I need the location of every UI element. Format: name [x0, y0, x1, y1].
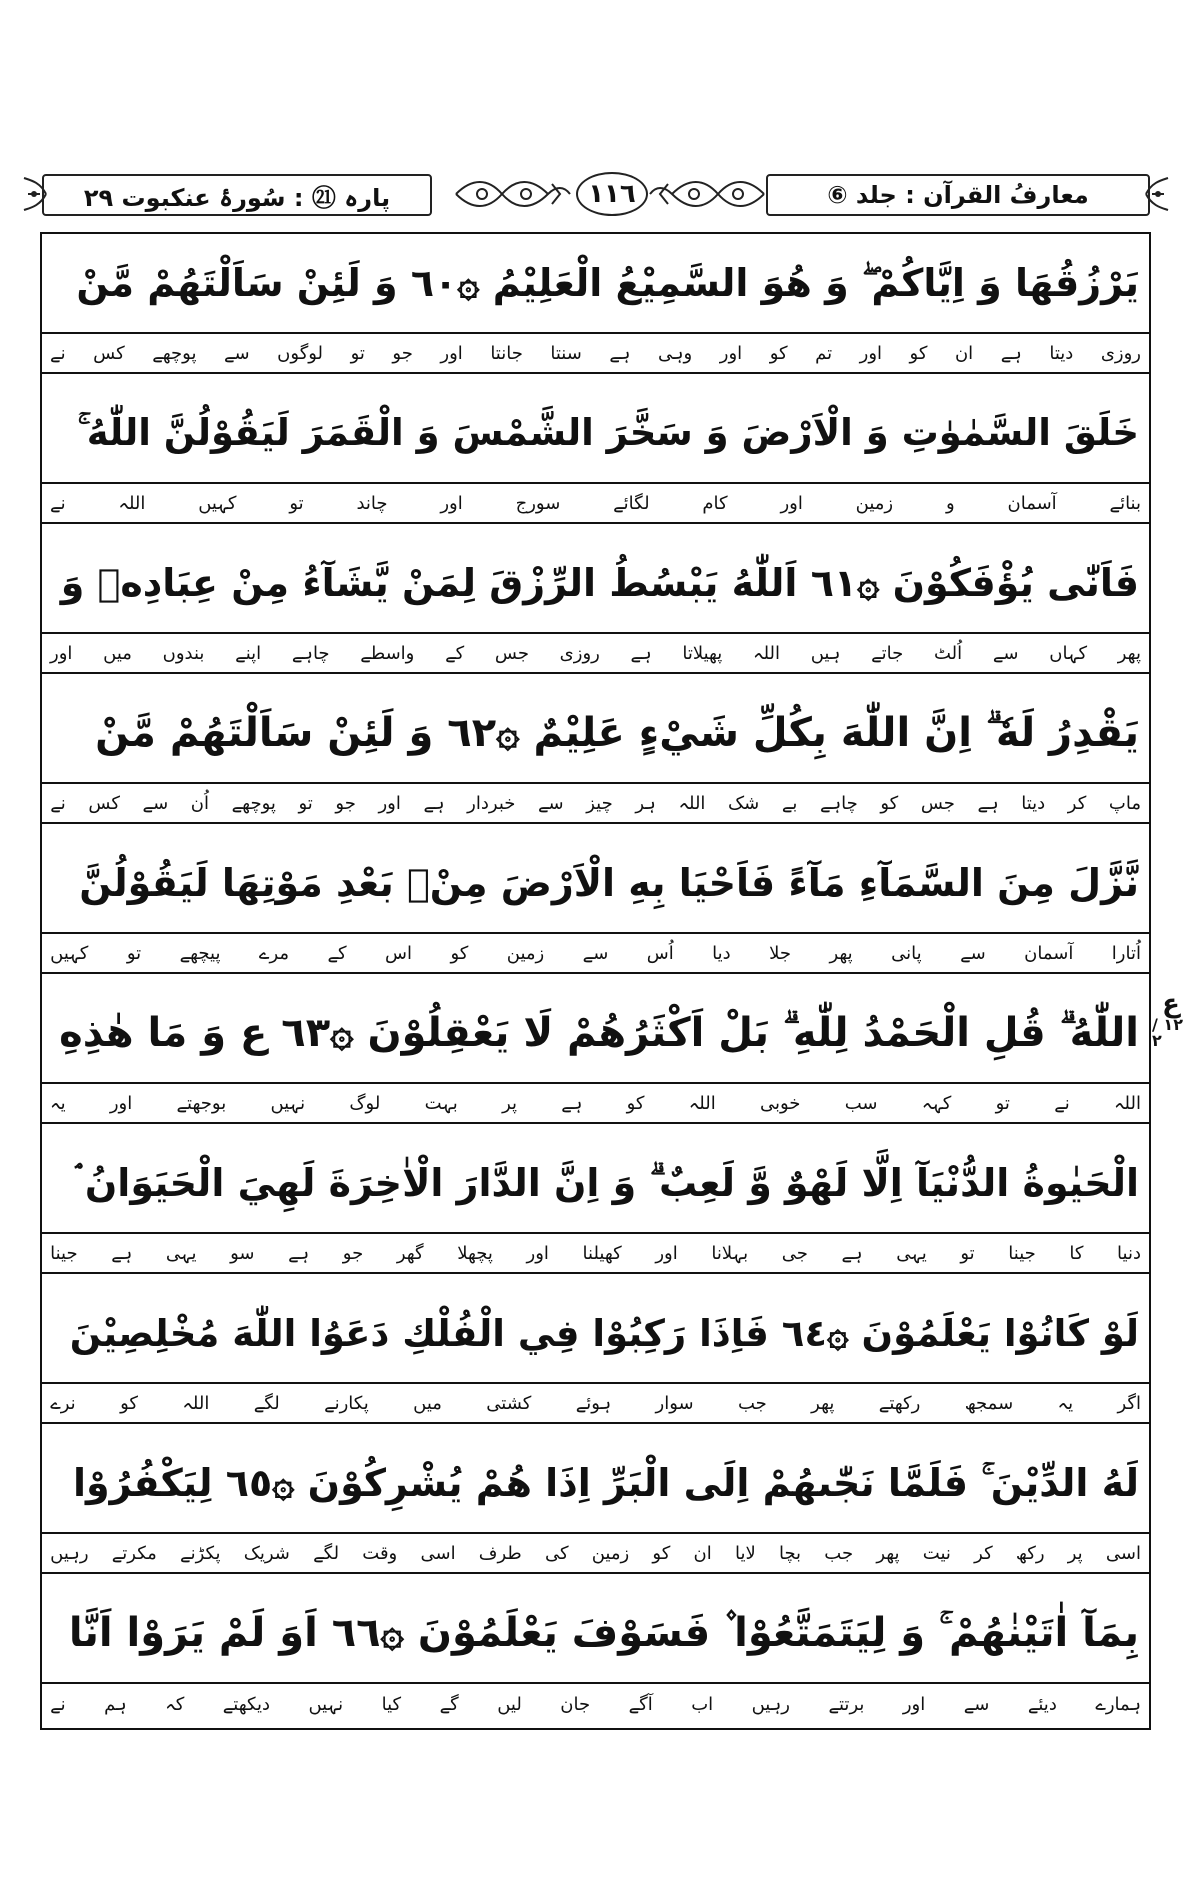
urdu-word: سورج: [515, 492, 561, 514]
urdu-word: خوبی: [759, 1092, 801, 1114]
urdu-word: آگے: [628, 1693, 653, 1715]
urdu-word: آسمان: [1007, 492, 1057, 514]
urdu-word: بے: [781, 792, 798, 814]
urdu-word: پیچھے: [179, 942, 221, 964]
urdu-word: زمین: [855, 492, 894, 514]
urdu-word: اللہ: [182, 1392, 210, 1414]
urdu-word: اور: [655, 1242, 678, 1264]
urdu-word: سے: [142, 792, 169, 814]
urdu-word: ہے: [561, 1092, 583, 1114]
urdu-word: جس: [494, 642, 529, 664]
text-frame: [40, 232, 1151, 1730]
urdu-word: پکارنے: [324, 1392, 369, 1414]
urdu-word: اور: [780, 492, 803, 514]
urdu-word: اللہ: [1114, 1092, 1141, 1114]
floral-ornament-icon: [452, 174, 572, 214]
urdu-word: نہیں: [270, 1092, 306, 1114]
urdu-word: پچھلا: [457, 1242, 493, 1264]
urdu-word: جو: [342, 1242, 364, 1264]
urdu-word: کر: [1067, 792, 1087, 814]
urdu-word: جو: [392, 342, 413, 364]
urdu-word: یہی: [896, 1242, 927, 1264]
urdu-word: جب: [737, 1392, 767, 1414]
urdu-word: زمین: [506, 942, 545, 964]
urdu-word: پانی: [891, 942, 922, 964]
urdu-word: مکرتے: [111, 1542, 157, 1564]
urdu-translation-line: [42, 934, 1149, 974]
urdu-word: نرے: [50, 1392, 76, 1414]
urdu-word: کشتی: [486, 1392, 532, 1414]
urdu-word: دیکھتے: [222, 1693, 270, 1715]
ruku-marker: [1152, 980, 1190, 1060]
urdu-word: اور: [440, 342, 463, 364]
urdu-word: کھیلنا: [582, 1242, 622, 1264]
urdu-word: بچا: [778, 1542, 802, 1564]
urdu-word: وقت: [362, 1542, 398, 1564]
urdu-word: تو: [995, 1092, 1010, 1114]
urdu-word: تو: [289, 492, 304, 514]
urdu-word: سب: [844, 1092, 878, 1114]
para-surah-label: پارہ ㉑ : سُورۂ عنکبوت ۲۹: [42, 174, 432, 216]
urdu-word: تم: [815, 342, 833, 364]
urdu-word: لوگ: [349, 1092, 381, 1114]
urdu-word: جینا: [1008, 1242, 1036, 1264]
urdu-word: لگے: [313, 1542, 340, 1564]
urdu-word: ان: [954, 342, 974, 364]
arabic-verse-line: اللّٰهُ ۗ قُلِ الْحَمْدُ لِلّٰهِ ۗ بَلْ اَكْثَرُهُمْ لَا يَعْقِلُوْنَ ۞٦٣ ع وَ مَا هٰذِهِ: [42, 984, 1149, 1084]
urdu-word: نے: [50, 792, 66, 814]
urdu-word: اپنے: [235, 642, 262, 664]
urdu-translation-line: [42, 1234, 1149, 1274]
arabic-verse-line: لَهُ الدِّيْنَ ۚ فَلَمَّا نَجّٰىهُمْ اِلَى الْبَرِّ اِذَا هُمْ يُشْرِكُوْنَ ۞٦٥ لِيَكْفُرُوْا: [42, 1434, 1149, 1534]
urdu-word: پر: [1067, 1542, 1083, 1564]
urdu-word: چیز: [586, 792, 613, 814]
urdu-word: نے: [50, 492, 66, 514]
urdu-word: ہے: [630, 642, 652, 664]
urdu-word: تو: [298, 792, 313, 814]
arabic-verse-line: يَرْزُقُهَا وَ اِيَّاكُمْ ۖ وَ هُوَ السَّمِيْعُ الْعَلِيْمُ ۞٦٠ وَ لَئِنْ سَاَلْتَهُمْ مَّنْ: [42, 234, 1149, 334]
urdu-word: جانتا: [490, 342, 523, 364]
urdu-word: خبردار: [467, 792, 516, 814]
urdu-word: واسطے: [360, 642, 415, 664]
urdu-word: جلا: [769, 942, 791, 964]
urdu-word: کہیں: [198, 492, 237, 514]
urdu-word: اور: [50, 642, 73, 664]
urdu-word: اللہ: [118, 492, 146, 514]
urdu-word: کس: [88, 792, 120, 814]
page-number-ornament: [452, 170, 768, 218]
urdu-word: روزی: [1100, 342, 1141, 364]
page-header: [28, 170, 1164, 220]
arabic-verse-line: لَوْ كَانُوْا يَعْلَمُوْنَ ۞٦٤ فَاِذَا رَكِبُوْا فِي الْفُلْكِ دَعَوُا اللّٰهَ مُخْلِصِيْنَ: [42, 1284, 1149, 1384]
arabic-verse-line: يَقْدِرُ لَهٗ ۗ اِنَّ اللّٰهَ بِكُلِّ شَيْءٍ عَلِيْمٌ ۞٦٢ وَ لَئِنْ سَاَلْتَهُمْ مَّنْ: [42, 684, 1149, 784]
corner-ornament-icon: [22, 176, 48, 212]
urdu-word: سے: [537, 792, 564, 814]
ruku-number: ١٢ / ٢: [1152, 1015, 1183, 1050]
urdu-word: تو: [350, 342, 365, 364]
urdu-word: ہر: [635, 792, 656, 814]
page-number: ١١٦: [576, 172, 648, 216]
urdu-word: پھر: [1117, 642, 1141, 664]
urdu-word: اور: [378, 792, 401, 814]
urdu-word: نے: [1054, 1092, 1070, 1114]
urdu-word: کر: [974, 1542, 993, 1564]
urdu-word: کو: [769, 342, 788, 364]
urdu-word: رہیں: [50, 1542, 89, 1564]
urdu-word: میں: [413, 1392, 442, 1414]
urdu-word: ہیں: [810, 642, 841, 664]
urdu-word: ان: [693, 1542, 712, 1564]
urdu-word: اسی: [420, 1542, 456, 1564]
urdu-word: چاہے: [291, 642, 330, 664]
urdu-word: سے: [960, 942, 986, 964]
urdu-word: رکھتے: [878, 1392, 921, 1414]
urdu-word: پر: [502, 1092, 518, 1114]
urdu-word: بنائے: [1109, 492, 1141, 514]
urdu-word: سے: [224, 342, 250, 364]
urdu-word: رکھ: [1015, 1542, 1045, 1564]
urdu-word: ہے: [841, 1242, 863, 1264]
urdu-word: کو: [450, 942, 469, 964]
urdu-word: پھر: [876, 1542, 900, 1564]
urdu-translation-line: [42, 634, 1149, 674]
urdu-word: دیتا: [1021, 792, 1046, 814]
arabic-verse-line: نَّزَّلَ مِنَ السَّمَآءِ مَآءً فَاَحْيَا بِهِ الْاَرْضَ مِنْۢ بَعْدِ مَوْتِهَا لَيَقُوْلُنَّ: [42, 834, 1149, 934]
urdu-word: اور: [859, 342, 883, 364]
urdu-word: آسمان: [1024, 942, 1074, 964]
urdu-word: اُلٹ: [934, 642, 963, 664]
urdu-word: چاند: [356, 492, 388, 514]
urdu-word: سنتا: [550, 342, 582, 364]
urdu-word: کو: [626, 1092, 645, 1114]
urdu-word: مرے: [258, 942, 290, 964]
urdu-word: ہے: [423, 792, 445, 814]
urdu-word: جینا: [50, 1242, 78, 1264]
urdu-word: اُن: [190, 792, 209, 814]
urdu-word: روزی: [559, 642, 600, 664]
urdu-word: ہم: [104, 1693, 127, 1715]
urdu-word: دیا: [712, 942, 731, 964]
urdu-word: جاتے: [871, 642, 904, 664]
urdu-word: جس: [920, 792, 955, 814]
urdu-word: تو: [960, 1242, 975, 1264]
urdu-word: جان: [560, 1693, 591, 1715]
urdu-word: کو: [880, 792, 899, 814]
urdu-word: چاہے: [820, 792, 858, 814]
urdu-word: کے: [445, 642, 465, 664]
arabic-verse-line: خَلَقَ السَّمٰوٰتِ وَ الْاَرْضَ وَ سَخَّرَ الشَّمْسَ وَ الْقَمَرَ لَيَقُوْلُنَّ اللّٰهُ ۚ: [42, 384, 1149, 484]
urdu-word: کی: [544, 1542, 569, 1564]
urdu-translation-line: [42, 1684, 1149, 1724]
urdu-word: بندوں: [162, 642, 205, 664]
urdu-word: گھر: [396, 1242, 424, 1264]
book-title: معارفُ القرآن : جلد ⑥: [766, 174, 1150, 216]
urdu-word: اسی: [1105, 1542, 1141, 1564]
urdu-word: نے: [50, 342, 66, 364]
ruku-symbol: ع: [1162, 989, 1180, 1019]
urdu-word: شریک: [243, 1542, 290, 1564]
urdu-word: دنیا: [1117, 1242, 1141, 1264]
urdu-word: ہے: [977, 792, 999, 814]
urdu-word: سے: [963, 1693, 990, 1715]
urdu-translation-line: [42, 484, 1149, 524]
urdu-word: ماپ: [1108, 792, 1141, 814]
urdu-word: سے: [582, 942, 609, 964]
urdu-word: کو: [652, 1542, 671, 1564]
urdu-word: زمین: [591, 1542, 630, 1564]
urdu-word: اور: [109, 1092, 133, 1114]
urdu-word: لگائے: [613, 492, 650, 514]
urdu-word: نیت: [922, 1542, 951, 1564]
urdu-word: اور: [902, 1693, 926, 1715]
urdu-word: اور: [440, 492, 463, 514]
urdu-word: پکڑنے: [180, 1542, 221, 1564]
urdu-word: اللہ: [688, 1092, 716, 1114]
urdu-word: جب: [824, 1542, 854, 1564]
urdu-word: برتتے: [828, 1693, 865, 1715]
urdu-word: دیتا: [1049, 342, 1074, 364]
urdu-translation-line: [42, 1534, 1149, 1574]
urdu-word: بوجھتے: [176, 1092, 227, 1114]
urdu-word: کو: [120, 1392, 138, 1414]
urdu-word: لیں: [497, 1693, 522, 1715]
urdu-word: اور: [526, 1242, 549, 1264]
urdu-word: سے: [992, 642, 1019, 664]
arabic-verse-line: الْحَيٰوةُ الدُّنْيَآ اِلَّا لَهْوٌ وَّ لَعِبٌ ۗ وَ اِنَّ الدَّارَ الْاٰخِرَةَ لَهِيَ الْحَيَوَانُ ۘ: [42, 1134, 1149, 1234]
corner-ornament-icon: [1144, 176, 1170, 212]
urdu-word: کیا: [381, 1693, 402, 1715]
urdu-word: ہمارے: [1095, 1693, 1141, 1715]
urdu-word: پوچھے: [231, 792, 276, 814]
urdu-word: بہت: [424, 1092, 458, 1114]
urdu-word: سوار: [655, 1392, 694, 1414]
urdu-word: ہوئے: [575, 1392, 612, 1414]
urdu-word: دیئے: [1027, 1693, 1057, 1715]
urdu-word: تو: [126, 942, 142, 964]
urdu-word: میں: [103, 642, 132, 664]
urdu-word: پھیلاتا: [682, 642, 723, 664]
arabic-verse-line: بِمَآ اٰتَيْنٰهُمْ ۚ وَ لِيَتَمَتَّعُوْا ۫ فَسَوْفَ يَعْلَمُوْنَ ۞٦٦ اَوَ لَمْ يَرَوْا اَنَّا: [42, 1584, 1149, 1684]
urdu-word: گے: [439, 1693, 459, 1715]
urdu-word: پھر: [811, 1392, 835, 1414]
urdu-word: کو: [909, 342, 928, 364]
urdu-word: ہے: [288, 1242, 310, 1264]
urdu-translation-line: [42, 784, 1149, 824]
urdu-word: اللہ: [753, 642, 781, 664]
urdu-word: لوگوں: [277, 342, 324, 364]
urdu-word: شک: [728, 792, 760, 814]
urdu-word: رہیں: [751, 1693, 790, 1715]
urdu-word: اُس: [646, 942, 674, 964]
urdu-translation-line: [42, 334, 1149, 374]
urdu-word: نہیں: [308, 1693, 344, 1715]
urdu-word: اگر: [1117, 1392, 1141, 1414]
urdu-word: سو: [230, 1242, 255, 1264]
urdu-word: اللہ: [678, 792, 706, 814]
urdu-word: نے: [50, 1693, 66, 1715]
urdu-word: وہی: [657, 342, 693, 364]
urdu-word: سمجھ: [964, 1392, 1014, 1414]
urdu-word: کس: [93, 342, 125, 364]
urdu-word: ہے: [609, 342, 631, 364]
urdu-word: کے: [327, 942, 347, 964]
urdu-word: ہے: [1000, 342, 1022, 364]
urdu-word: اُتارا: [1111, 942, 1141, 964]
urdu-word: یہی: [165, 1242, 197, 1264]
urdu-word: کا: [1069, 1242, 1084, 1264]
urdu-word: کام: [702, 492, 728, 514]
urdu-word: ہے: [111, 1242, 133, 1264]
urdu-word: اس: [385, 942, 413, 964]
urdu-word: یہ: [50, 1092, 66, 1114]
urdu-word: جی: [781, 1242, 808, 1264]
urdu-word: کہہ: [921, 1092, 952, 1114]
urdu-translation-line: [42, 1384, 1149, 1424]
urdu-translation-line: [42, 1084, 1149, 1124]
urdu-word: و: [945, 492, 955, 514]
urdu-word: یہ: [1057, 1392, 1074, 1414]
urdu-word: جو: [335, 792, 356, 814]
urdu-word: پوچھے: [152, 342, 197, 364]
urdu-word: طرف: [478, 1542, 522, 1564]
floral-ornament-icon: [648, 174, 768, 214]
urdu-word: اور: [719, 342, 743, 364]
urdu-word: کہیں: [50, 942, 89, 964]
urdu-word: لایا: [734, 1542, 756, 1564]
urdu-word: کہاں: [1049, 642, 1088, 664]
arabic-verse-line: فَاَنّٰى يُؤْفَكُوْنَ ۞٦١ اَللّٰهُ يَبْسُطُ الرِّزْقَ لِمَنْ يَّشَآءُ مِنْ عِبَادِهٖ وَ: [42, 534, 1149, 634]
urdu-word: پھر: [829, 942, 853, 964]
urdu-word: بہلانا: [711, 1242, 749, 1264]
urdu-word: اب: [691, 1693, 714, 1715]
urdu-word: لگے: [253, 1392, 280, 1414]
urdu-word: کہ: [165, 1693, 185, 1715]
